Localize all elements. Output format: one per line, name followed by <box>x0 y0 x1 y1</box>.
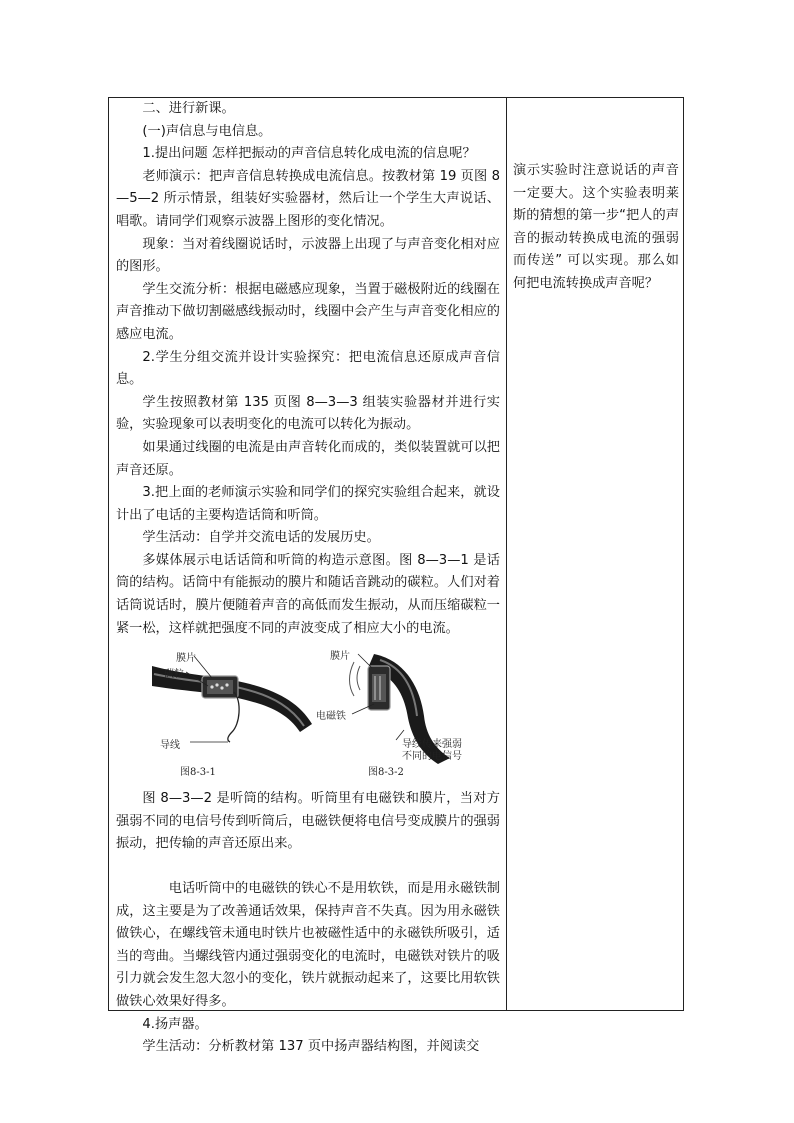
carbon-granules-label: 碳粒 <box>164 669 184 681</box>
figure-caption: 图8-3-1 <box>180 767 216 779</box>
earpiece-figure <box>316 646 500 782</box>
paragraph: 4.扬声器。 <box>142 1016 208 1032</box>
spacer <box>116 856 500 878</box>
paragraph: 1.提出问题 怎样把振动的声音信息转化成电流的信息呢？ <box>142 146 476 162</box>
electromagnet-label: 电磁铁 <box>316 711 346 723</box>
figure-caption: 图8-3-2 <box>368 767 404 779</box>
teacher-note: 演示实验时注意说话的声音一定要大。这个实验表明莱斯的猜想的第一步“把人的声音的振动转换成电流的强弱而传送” 可以实现。那么如何把电流转换成声音呢？ <box>513 163 679 291</box>
figure-row <box>116 646 500 782</box>
lesson-content-column <box>116 98 500 1059</box>
microphone-figure <box>150 646 330 782</box>
wire-label: 导线 <box>160 740 180 752</box>
subsection-heading: (一)声信息与电信息。 <box>142 123 272 139</box>
paragraph: 学生活动：自学并交流电话的发展历史。 <box>142 530 380 546</box>
signal-label-line1: 导线传来强弱 <box>402 739 462 751</box>
paragraph: 3.把上面的老师演示实验和同学们的探究实验组合起来，就设计出了电话的主要构造话筒和听筒。 <box>116 485 500 523</box>
paragraph: 电话听筒中的电磁铁的铁心不是用软铁，而是用永磁铁制成，这主要是为了改善通话效果，保持声音不失真。因为用永磁铁做铁心，在螺线管未通电时铁片也被磁性适中的永磁铁所吸引，适当的弯曲。当螺线管内通过强弱变化的电流时，电磁铁对铁片的吸引力就会发生忽大忽小的变化，铁片就振动起来了，这要比用软铁做铁心效果好得多。 <box>116 881 500 1009</box>
membrane-label: 膜片 <box>330 651 350 663</box>
paragraph: 学生活动：分析教材第 137 页中扬声器结构图，并阅读交 <box>142 1039 480 1055</box>
section-heading: 二、进行新课。 <box>142 101 235 116</box>
paragraph: 学生交流分析：根据电磁感应现象，当置于磁极附近的线圈在声音推动下做切割磁感线振动时，线圈中会产生与声音变化相应的感应电流。 <box>116 281 500 342</box>
paragraph: 图 8—3—2 是听筒的结构。听筒里有电磁铁和膜片，当对方强弱不同的电信号传到听筒后，电磁铁便将电信号变成膜片的强弱振动，把传输的声音还原出来。 <box>116 791 500 852</box>
signal-label-line2: 不同的电信号 <box>402 751 462 763</box>
teacher-notes-column <box>513 160 679 296</box>
paragraph: 如果通过线圈的电流是由声音转化而成的，类似装置就可以把声音还原。 <box>116 439 500 478</box>
paragraph: 现象：当对着线圈说话时，示波器上出现了与声音变化相对应的图形。 <box>116 236 500 275</box>
paragraph: 学生按照教材第 135 页图 8—3—3 组装实验器材并进行实验，实验现象可以表明变化的电流可以转化为振动。 <box>116 394 500 433</box>
membrane-label: 膜片 <box>176 653 196 665</box>
table-column-divider <box>506 97 507 1011</box>
paragraph: 2.学生分组交流并设计实验探究：把电流信息还原成声音信息。 <box>116 349 500 388</box>
paragraph: 多媒体展示电话话筒和听筒的构造示意图。图 8—3—1 是话筒的结构。话筒中有能振动的膜片和随话音跳动的碳粒。人们对着话筒说话时，膜片便随着声音的高低而发生振动，从而压缩碳粒一紧一松，这样就把强度不同的声波变成了相应大小的电流。 <box>116 552 500 636</box>
paragraph: 老师演示：把声音信息转换成电流信息。按教材第 19 页图 8—5—2 所示情景，组装好实验器材，然后让一个学生大声说话、唱歌。请同学们观察示波器上图形的变化情况。 <box>116 168 500 229</box>
